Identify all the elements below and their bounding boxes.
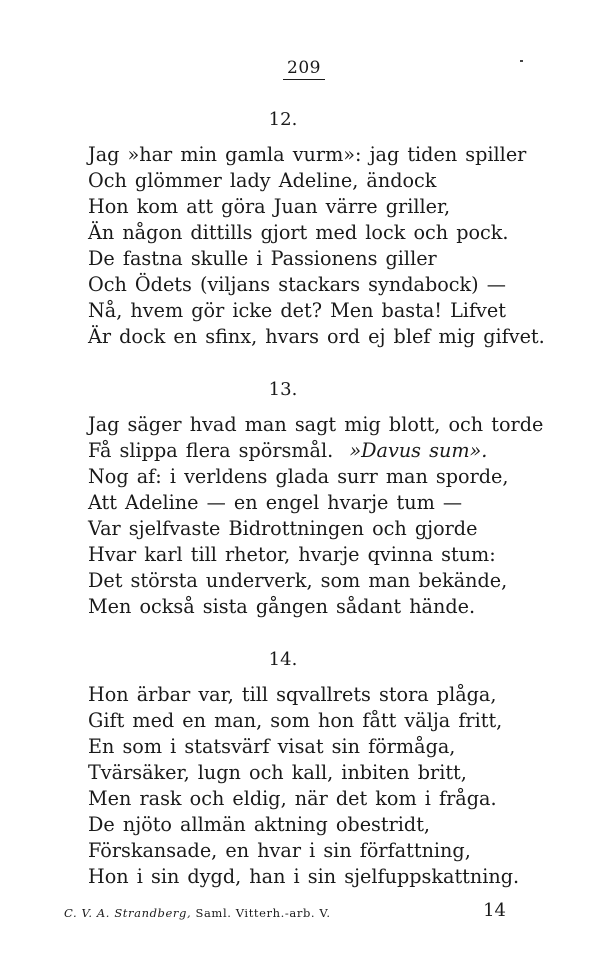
stanza-13 xyxy=(88,378,544,620)
verse-line: Är dock en sfinx, hvars ord ej blef mig gifvet. xyxy=(88,325,545,348)
verse-line: Jag »har min gamla vurm»: jag tiden spiller xyxy=(88,143,527,166)
verse-line: De njöto allmän aktning obestridt, xyxy=(88,813,431,836)
verse-line: En som i statsvärf visat sin förmåga, xyxy=(88,735,456,758)
verse-line: Hon i sin dygd, han i sin sjelfuppskattning. xyxy=(88,865,520,888)
page-number-text: 209 xyxy=(283,58,325,80)
verse-line: Men också sista gången sådant hände. xyxy=(88,595,476,618)
verse-line: Än någon dittills gjort med lock och pock. xyxy=(88,221,509,244)
stanza-12 xyxy=(88,108,545,350)
verse-line: Men rask och eldig, när det kom i fråga. xyxy=(88,787,497,810)
verse-line: Hon ärbar var, till sqvallrets stora plåga, xyxy=(88,683,497,706)
verse-line: Förskansade, en hvar i sin författning, xyxy=(88,839,471,862)
verse-line: Att Adeline — en engel hvarje tum — xyxy=(88,491,463,514)
signature-mark: 14 xyxy=(483,900,506,921)
verse-line: Hon kom att göra Juan värre griller, xyxy=(88,195,451,218)
verse-line: Tvärsäker, lugn och kall, inbiten britt, xyxy=(88,761,467,784)
verse-line: Gift med en man, som hon fått välja fritt, xyxy=(88,709,503,732)
footer-author: C. V. A. Strandberg, xyxy=(64,906,192,920)
verse-line: Och glömmer lady Adeline, ändock xyxy=(88,169,437,192)
verse-line: Var sjelfvaste Bidrottningen och gjorde xyxy=(88,517,478,540)
stanza-number: 12. xyxy=(268,109,298,130)
verse-line: Det största underverk, som man bekände, xyxy=(88,569,508,592)
verse-line: Hvar karl till rhetor, hvarje qvinna stum: xyxy=(88,543,496,566)
stanza-number: 13. xyxy=(268,379,298,400)
page-footer xyxy=(64,900,512,921)
verse-line: Nå, hvem gör icke det? Men basta! Lifvet xyxy=(88,299,506,322)
verse-line-text: Få slippa flera spörsmål. xyxy=(88,439,334,462)
verse-line: Nog af: i verldens glada surr man sporde, xyxy=(88,465,509,488)
stanza-number: 14. xyxy=(268,649,298,670)
stanza-14 xyxy=(88,648,528,890)
footer-work: Saml. Vitterh.-arb. V. xyxy=(195,906,331,920)
verse-line xyxy=(88,438,528,464)
latin-quote: »Davus sum». xyxy=(349,439,488,462)
page-number xyxy=(0,58,608,78)
verse-line: Och Ödets (viljans stackars syndabock) — xyxy=(88,273,506,296)
verse-line: Jag säger hvad man sagt mig blott, och torde xyxy=(88,413,544,436)
verse-line: De fastna skulle i Passionens giller xyxy=(88,247,437,270)
